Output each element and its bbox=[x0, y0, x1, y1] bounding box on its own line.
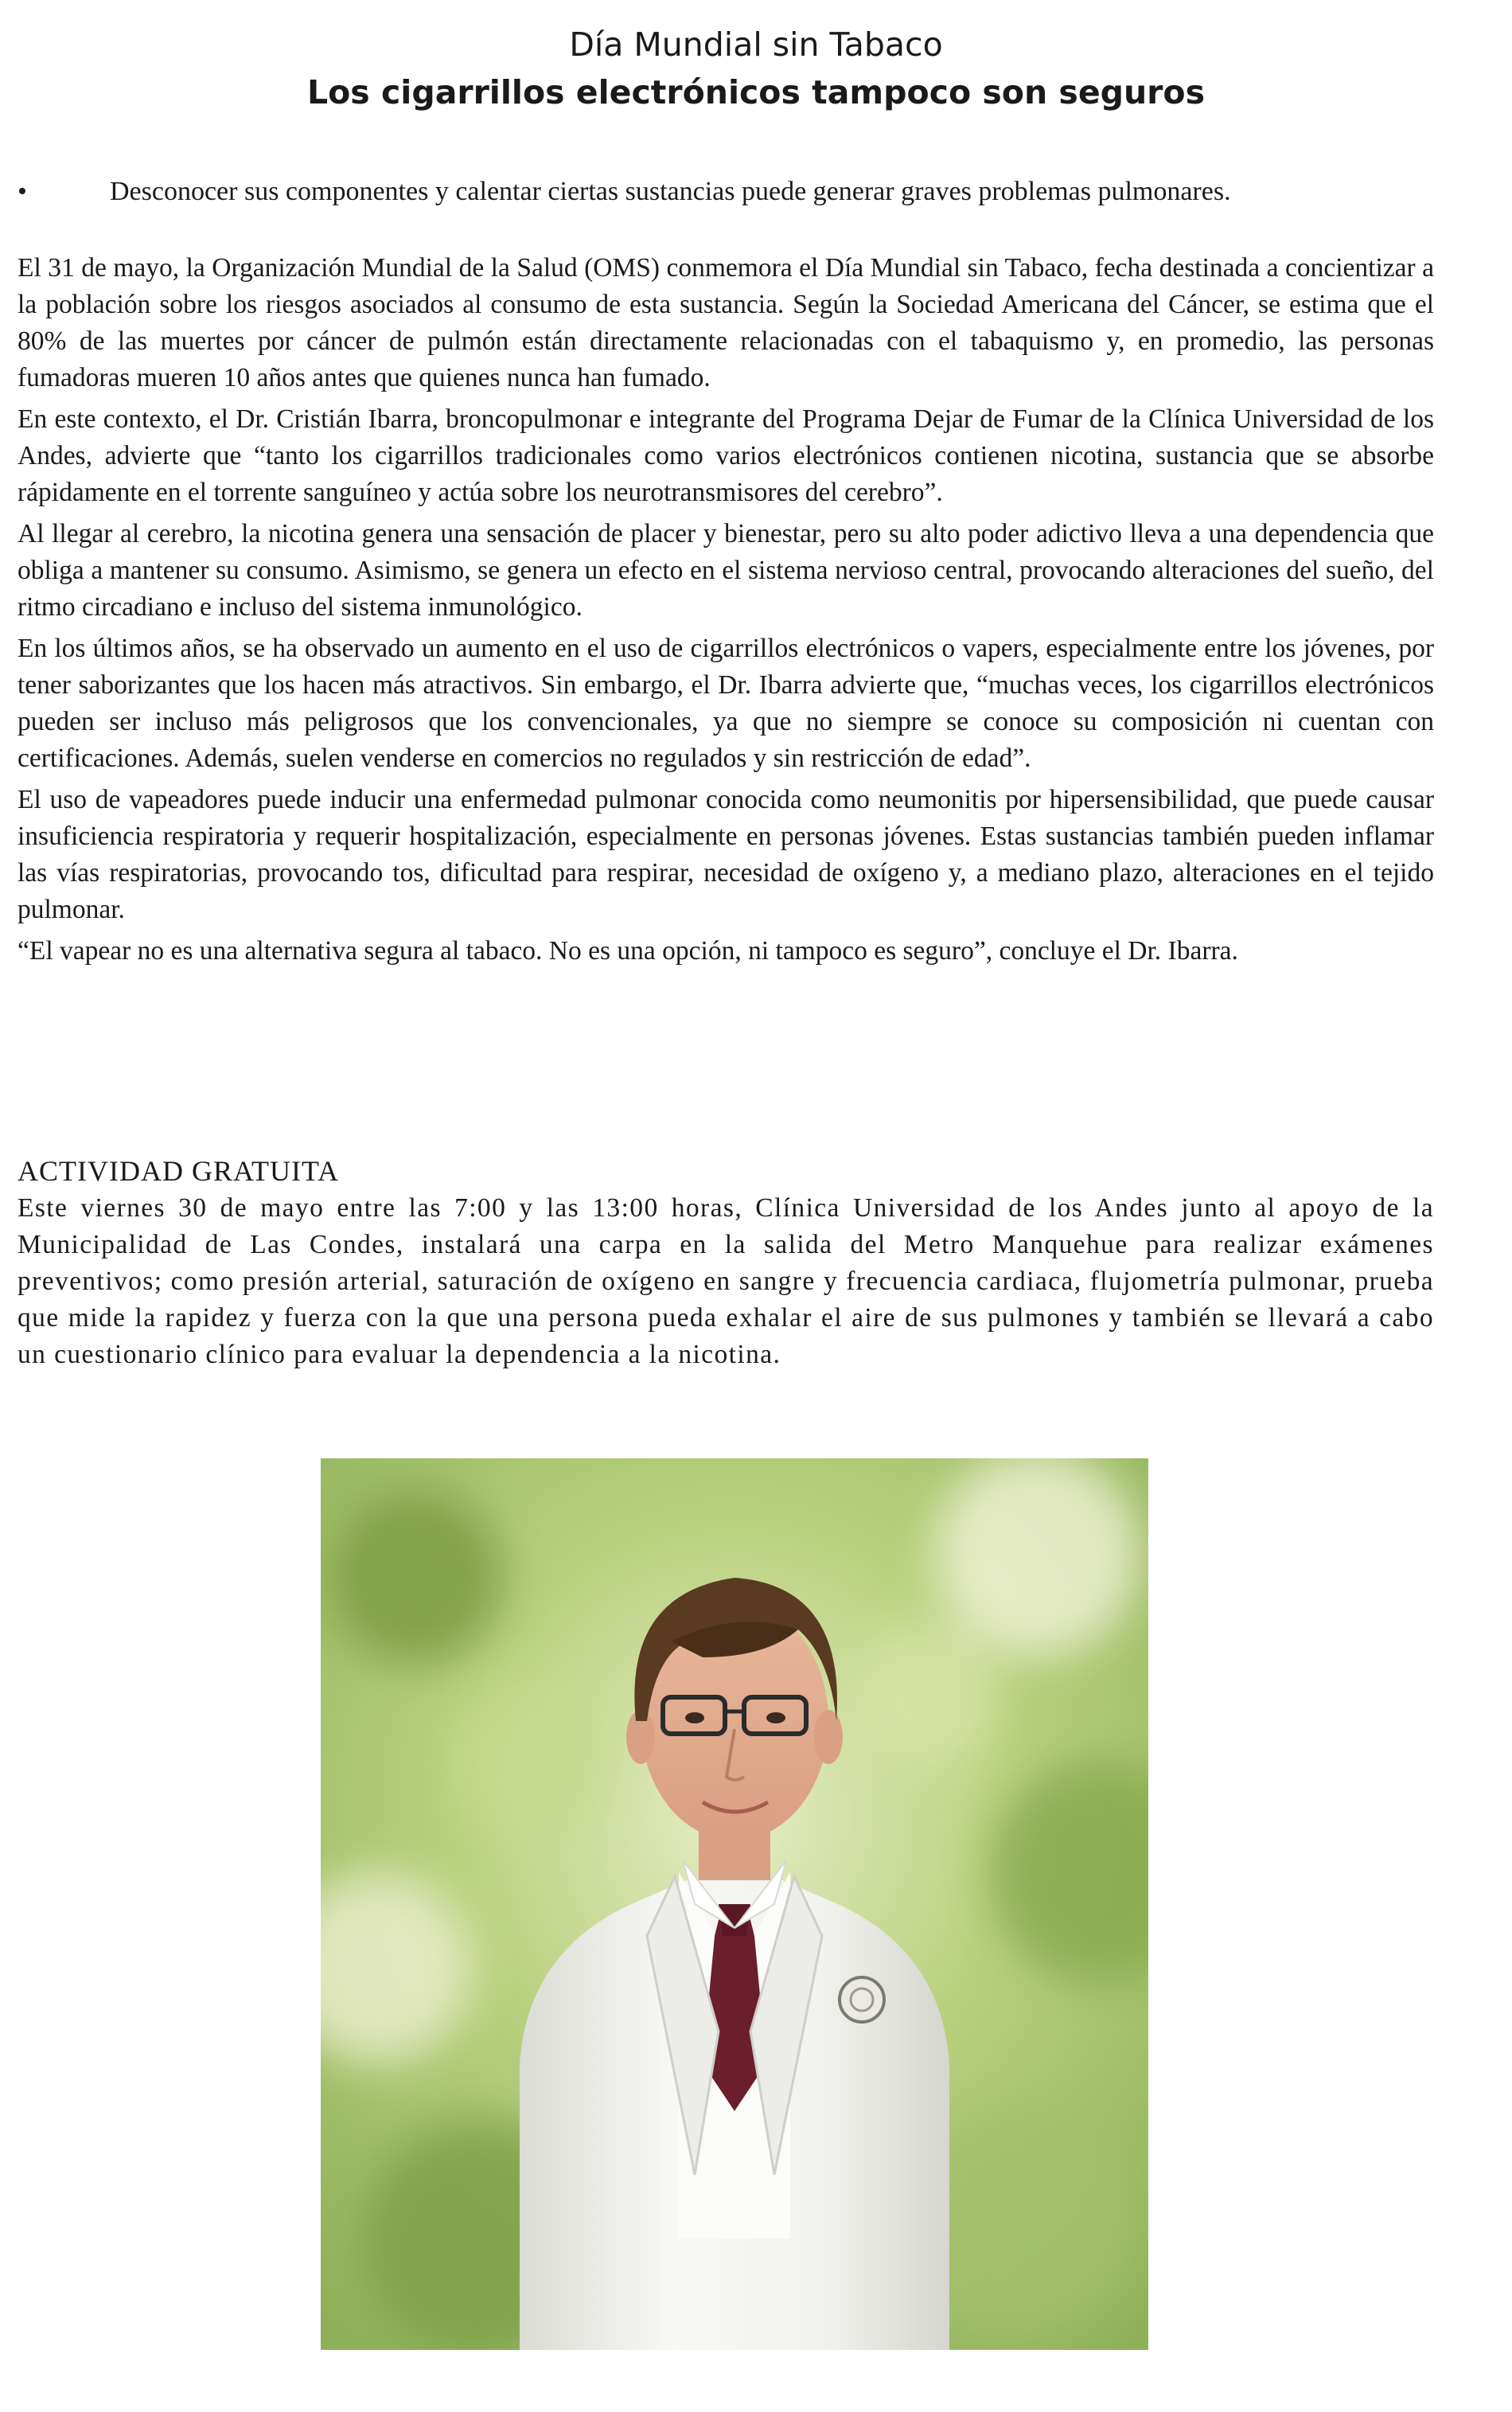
doctor-photo bbox=[321, 1458, 1148, 2350]
article-body bbox=[18, 250, 1434, 974]
activity-heading: ACTIVIDAD GRATUITA bbox=[18, 1155, 340, 1187]
paragraph-6: “El vapear no es una alternativa segura al tabaco. No es una opción, ni tampoco es seguro”, concluye el Dr. Ibarra. bbox=[18, 936, 1238, 966]
paragraph-4: En los últimos años, se ha observado un aumento en el uso de cigarrillos electrónicos o vapers, especialmente entre los jóvenes, por tener saborizantes que los hacen más atractivos. Sin embargo, el Dr. Ibarra advierte que, “muchas veces, los cigarrillos electrónicos pueden ser incluso más peligrosos que los convencionales, ya que no siempre se conoce su composición ni cuentan con certificaciones. Además, suelen venderse en comercios no regulados y sin restricción de edad”. bbox=[18, 634, 1434, 773]
paragraph-3: Al llegar al cerebro, la nicotina genera una sensación de placer y bienestar, pero su alto poder adictivo lleva a una dependencia que obliga a mantener su consumo. Asimismo, se genera un efecto en el sistema nervioso central, provocando alteraciones del sueño, del ritmo circadiano e incluso del sistema inmunológico. bbox=[18, 519, 1434, 622]
summary-text: Desconocer sus componentes y calentar ciertas sustancias puede generar graves problemas pulmonares. bbox=[110, 177, 1231, 206]
page-title: Día Mundial sin Tabaco bbox=[569, 25, 943, 64]
page-subtitle: Los cigarrillos electrónicos tampoco son seguros bbox=[307, 73, 1205, 111]
bullet-icon: • bbox=[18, 177, 27, 206]
paragraph-2: En este contexto, el Dr. Cristián Ibarra, broncopulmonar e integrante del Programa Dejar de Fumar de la Clínica Universidad de los Andes, advierte que “tanto los cigarrillos tradicionales como varios electrónicos contienen nicotina, sustancia que se absorbe rápidamente en el torrente sanguíneo y actúa sobre los neurotransmisores del cerebro”. bbox=[18, 404, 1434, 507]
paragraph-5: El uso de vapeadores puede inducir una enfermedad pulmonar conocida como neumonitis por hipersensibilidad, que puede causar insuficiencia respiratoria y requerir hospitalización, especialmente en personas jóvenes. Estas sustancias también pueden inflamar las vías respiratorias, provocando tos, dificultad para respirar, necesidad de oxígeno y, a mediano plazo, alteraciones en el tejido pulmonar. bbox=[18, 785, 1434, 924]
paragraph-1: El 31 de mayo, la Organización Mundial de la Salud (OMS) conmemora el Día Mundial sin Tabaco, fecha destinada a concientizar a la población sobre los riesgos asociados al consumo de esta sustancia. Según la Sociedad Americana del Cáncer, se estima que el 80% de las muertes por cáncer de pulmón están directamente relacionadas con el tabaquismo y, en promedio, las personas fumadoras mueren 10 años antes que quienes nunca han fumado. bbox=[18, 253, 1434, 392]
activity-text: Este viernes 30 de mayo entre las 7:00 y las 13:00 horas, Clínica Universidad de los Andes junto al apoyo de la Municipalidad de Las Condes, instalará una carpa en la salida del Metro Manquehue para realizar exámenes preventivos; como presión arterial, saturación de oxígeno en sangre y frecuencia cardiaca, flujometría pulmonar, prueba que mide la rapidez y fuerza con la que una persona pueda exhalar el aire de sus pulmones y también se llevará a cabo un cuestionario clínico para evaluar la dependencia a la nicotina. bbox=[18, 1193, 1434, 1369]
